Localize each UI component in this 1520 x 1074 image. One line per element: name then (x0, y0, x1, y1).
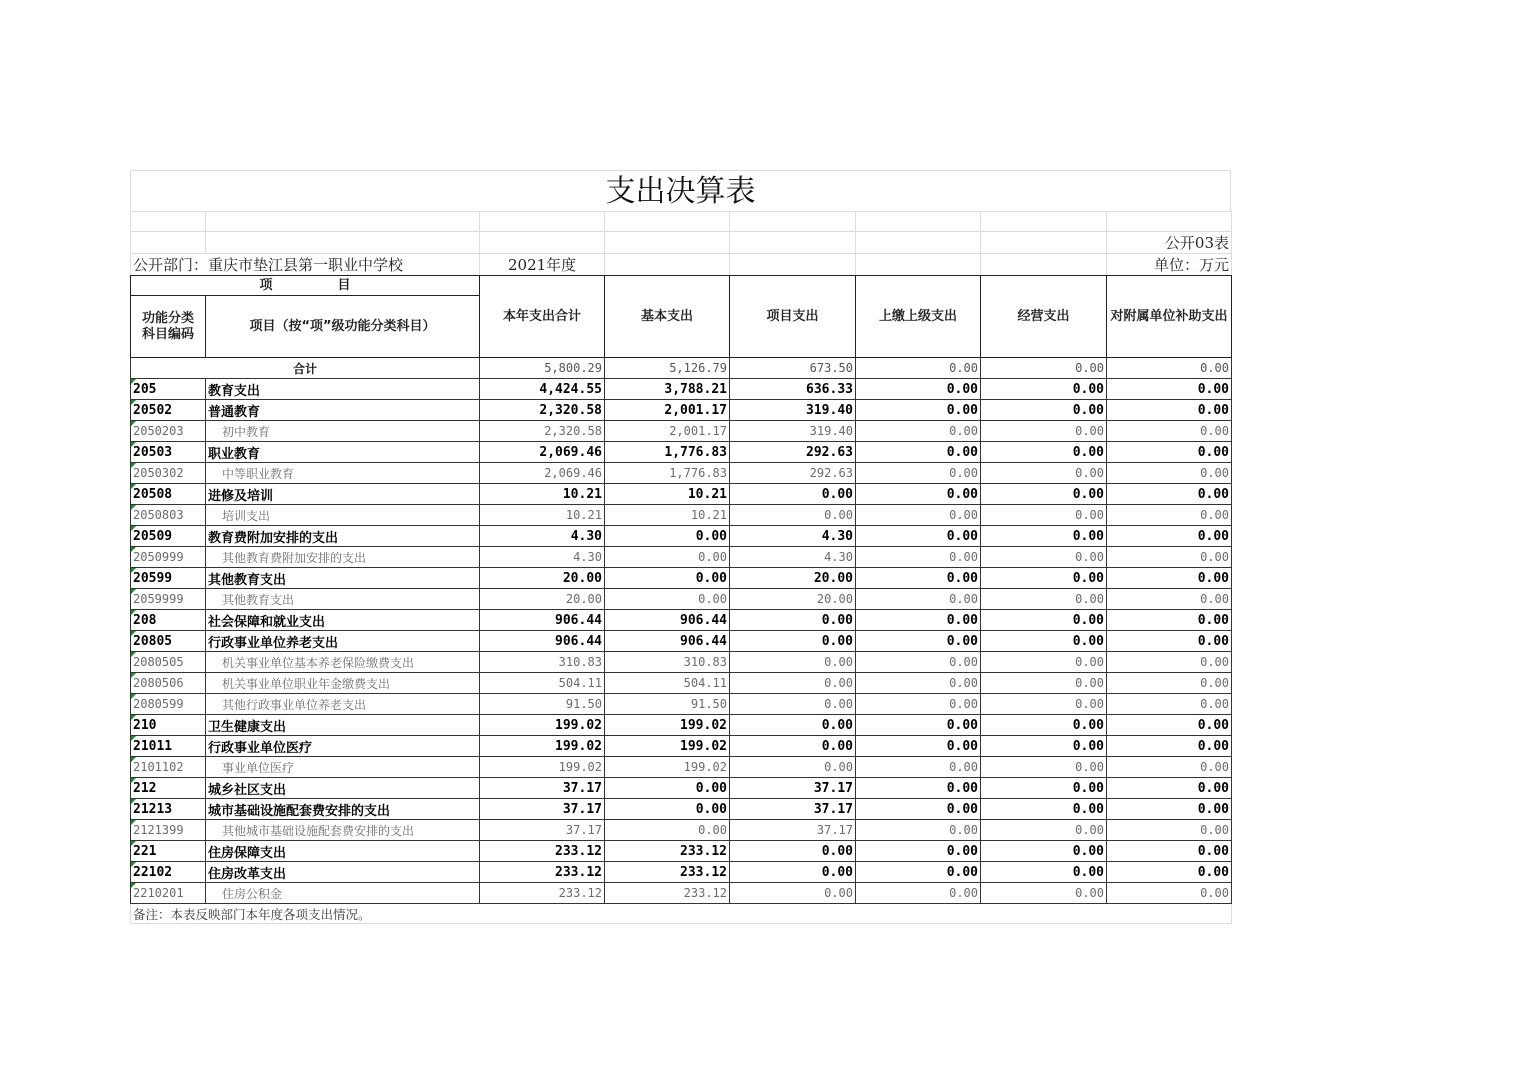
row-code: 212 (131, 778, 206, 799)
row-value: 0.00 (981, 421, 1107, 442)
row-value: 2,001.17 (605, 400, 730, 421)
row-code: 2101102 (131, 757, 206, 778)
table-row (131, 694, 1232, 715)
row-value: 0.00 (730, 862, 856, 883)
row-value: 0.00 (1107, 421, 1232, 442)
row-value: 0.00 (1107, 442, 1232, 463)
row-value: 504.11 (605, 673, 730, 694)
row-value: 0.00 (856, 421, 981, 442)
table-row (131, 400, 1232, 421)
row-value: 0.00 (1107, 799, 1232, 820)
row-value: 199.02 (605, 736, 730, 757)
row-value: 233.12 (605, 841, 730, 862)
row-value: 0.00 (981, 505, 1107, 526)
row-value: 0.00 (730, 736, 856, 757)
total-row (131, 358, 1232, 379)
row-value: 0.00 (730, 631, 856, 652)
row-value: 37.17 (480, 778, 605, 799)
table-row (131, 631, 1232, 652)
total-cell: 0.00 (981, 358, 1107, 379)
row-value: 0.00 (856, 883, 981, 904)
row-code: 21213 (131, 799, 206, 820)
table-row (131, 778, 1232, 799)
row-name: 住房改革支出 (206, 862, 480, 883)
page-title: 支出决算表 (130, 170, 1231, 211)
table-row (131, 652, 1232, 673)
row-name: 普通教育 (206, 400, 480, 421)
row-value: 319.40 (730, 421, 856, 442)
table-row (131, 736, 1232, 757)
row-value: 0.00 (856, 589, 981, 610)
total-label: 合计 (131, 358, 480, 379)
row-value: 4.30 (480, 526, 605, 547)
row-value: 199.02 (480, 736, 605, 757)
row-value: 0.00 (730, 652, 856, 673)
row-value: 0.00 (730, 883, 856, 904)
row-value: 0.00 (856, 862, 981, 883)
row-value: 10.21 (605, 484, 730, 505)
table-row (131, 421, 1232, 442)
row-code: 2080505 (131, 652, 206, 673)
row-value: 906.44 (480, 631, 605, 652)
row-value: 0.00 (856, 820, 981, 841)
row-value: 20.00 (730, 589, 856, 610)
row-value: 0.00 (856, 547, 981, 568)
row-value: 0.00 (981, 883, 1107, 904)
table-row (131, 547, 1232, 568)
row-code: 20502 (131, 400, 206, 421)
row-name: 事业单位医疗 (206, 757, 480, 778)
row-code: 2050803 (131, 505, 206, 526)
row-value: 0.00 (981, 778, 1107, 799)
row-value: 0.00 (856, 484, 981, 505)
row-value: 0.00 (981, 820, 1107, 841)
row-value: 0.00 (981, 694, 1107, 715)
row-value: 4,424.55 (480, 379, 605, 400)
row-name: 中等职业教育 (206, 463, 480, 484)
row-code: 22102 (131, 862, 206, 883)
row-value: 310.83 (480, 652, 605, 673)
row-value: 37.17 (480, 799, 605, 820)
header-name: 项目（按“项”级功能分类科目） (206, 296, 480, 358)
row-value: 233.12 (605, 883, 730, 904)
row-value: 0.00 (605, 799, 730, 820)
table-row (131, 568, 1232, 589)
row-code: 208 (131, 610, 206, 631)
row-value: 310.83 (605, 652, 730, 673)
row-value: 0.00 (605, 547, 730, 568)
row-value: 199.02 (480, 715, 605, 736)
row-value: 37.17 (730, 799, 856, 820)
row-value: 2,069.46 (480, 463, 605, 484)
row-value: 4.30 (730, 526, 856, 547)
row-code: 210 (131, 715, 206, 736)
row-value: 0.00 (1107, 484, 1232, 505)
row-code: 2080599 (131, 694, 206, 715)
total-cell: 0.00 (1107, 358, 1232, 379)
row-value: 37.17 (730, 820, 856, 841)
row-code: 2059999 (131, 589, 206, 610)
row-value: 0.00 (856, 463, 981, 484)
row-value: 0.00 (981, 526, 1107, 547)
row-value: 0.00 (981, 463, 1107, 484)
row-value: 0.00 (730, 484, 856, 505)
row-value: 1,776.83 (605, 463, 730, 484)
table-row (131, 757, 1232, 778)
row-value: 0.00 (1107, 610, 1232, 631)
row-name: 其他教育支出 (206, 589, 480, 610)
row-name: 其他城市基础设施配套费安排的支出 (206, 820, 480, 841)
row-value: 0.00 (1107, 631, 1232, 652)
table-row (131, 820, 1232, 841)
table-row (131, 610, 1232, 631)
row-name: 机关事业单位基本养老保险缴费支出 (206, 652, 480, 673)
total-cell: 5,800.29 (480, 358, 605, 379)
row-code: 20503 (131, 442, 206, 463)
row-value: 0.00 (1107, 379, 1232, 400)
row-value: 0.00 (856, 736, 981, 757)
table-row (131, 589, 1232, 610)
row-value: 0.00 (981, 673, 1107, 694)
row-value: 233.12 (480, 841, 605, 862)
row-value: 20.00 (730, 568, 856, 589)
row-value: 0.00 (856, 652, 981, 673)
row-value: 0.00 (856, 505, 981, 526)
footnote: 备注：本表反映部门本年度各项支出情况。 (131, 904, 1232, 924)
form-number: 公开03表 (1107, 232, 1232, 254)
row-code: 21011 (131, 736, 206, 757)
row-value: 0.00 (1107, 463, 1232, 484)
table-row (131, 484, 1232, 505)
row-value: 4.30 (730, 547, 856, 568)
table-row (131, 862, 1232, 883)
row-value: 20.00 (480, 568, 605, 589)
row-value: 0.00 (730, 841, 856, 862)
row-code: 20599 (131, 568, 206, 589)
year-label: 2021年度 (480, 254, 605, 276)
row-value: 0.00 (856, 442, 981, 463)
table-row (131, 526, 1232, 547)
row-value: 0.00 (1107, 841, 1232, 862)
expenditure-sheet (130, 170, 1231, 924)
row-name: 住房公积金 (206, 883, 480, 904)
table-row (131, 715, 1232, 736)
row-value: 199.02 (605, 757, 730, 778)
note-row (131, 904, 1232, 924)
row-value: 233.12 (480, 862, 605, 883)
row-value: 0.00 (730, 694, 856, 715)
row-name: 社会保障和就业支出 (206, 610, 480, 631)
row-code: 20508 (131, 484, 206, 505)
row-value: 0.00 (1107, 736, 1232, 757)
row-value: 0.00 (856, 694, 981, 715)
row-value: 0.00 (1107, 862, 1232, 883)
row-value: 0.00 (605, 568, 730, 589)
row-name: 职业教育 (206, 442, 480, 463)
row-value: 0.00 (856, 778, 981, 799)
row-value: 0.00 (1107, 505, 1232, 526)
row-value: 0.00 (856, 673, 981, 694)
row-name: 住房保障支出 (206, 841, 480, 862)
row-value: 0.00 (1107, 526, 1232, 547)
row-value: 0.00 (1107, 547, 1232, 568)
row-code: 2050999 (131, 547, 206, 568)
row-value: 10.21 (605, 505, 730, 526)
header-row-1 (131, 276, 1232, 296)
row-value: 0.00 (856, 610, 981, 631)
row-value: 0.00 (981, 799, 1107, 820)
row-value: 0.00 (1107, 694, 1232, 715)
header-code: 功能分类科目编码 (131, 296, 206, 358)
row-value: 292.63 (730, 442, 856, 463)
row-value: 319.40 (730, 400, 856, 421)
total-cell: 673.50 (730, 358, 856, 379)
row-value: 0.00 (981, 442, 1107, 463)
row-value: 0.00 (856, 379, 981, 400)
table-row (131, 673, 1232, 694)
row-name: 卫生健康支出 (206, 715, 480, 736)
row-name: 机关事业单位职业年金缴费支出 (206, 673, 480, 694)
row-name: 行政事业单位养老支出 (206, 631, 480, 652)
row-code: 2050203 (131, 421, 206, 442)
row-value: 0.00 (981, 841, 1107, 862)
unit-label: 单位：万元 (1107, 254, 1232, 276)
row-value: 0.00 (856, 526, 981, 547)
row-value: 233.12 (480, 883, 605, 904)
row-value: 0.00 (981, 736, 1107, 757)
row-name: 城市基础设施配套费安排的支出 (206, 799, 480, 820)
row-value: 1,776.83 (605, 442, 730, 463)
header-item-group: 项 目 (131, 276, 480, 296)
row-value: 0.00 (1107, 820, 1232, 841)
row-value: 0.00 (605, 778, 730, 799)
row-value: 2,320.58 (480, 400, 605, 421)
form-number-row (131, 232, 1232, 254)
row-value: 292.63 (730, 463, 856, 484)
total-cell: 0.00 (856, 358, 981, 379)
row-name: 行政事业单位医疗 (206, 736, 480, 757)
spacer-row (131, 212, 1232, 232)
row-name: 教育支出 (206, 379, 480, 400)
row-name: 培训支出 (206, 505, 480, 526)
row-value: 0.00 (981, 652, 1107, 673)
row-value: 91.50 (605, 694, 730, 715)
row-value: 2,001.17 (605, 421, 730, 442)
row-value: 3,788.21 (605, 379, 730, 400)
department-label: 公开部门：重庆市垫江县第一职业中学校 (131, 254, 480, 276)
header-basic: 基本支出 (605, 276, 730, 358)
row-code: 2121399 (131, 820, 206, 841)
row-value: 0.00 (981, 400, 1107, 421)
row-value: 10.21 (480, 505, 605, 526)
row-value: 0.00 (1107, 757, 1232, 778)
row-code: 20509 (131, 526, 206, 547)
row-value: 20.00 (480, 589, 605, 610)
row-value: 0.00 (981, 568, 1107, 589)
row-value: 0.00 (1107, 673, 1232, 694)
row-value: 0.00 (730, 673, 856, 694)
row-value: 0.00 (981, 757, 1107, 778)
row-value: 37.17 (480, 820, 605, 841)
row-value: 0.00 (981, 484, 1107, 505)
row-code: 20805 (131, 631, 206, 652)
header-project: 项目支出 (730, 276, 856, 358)
row-code: 205 (131, 379, 206, 400)
row-name: 城乡社区支出 (206, 778, 480, 799)
row-value: 2,069.46 (480, 442, 605, 463)
row-value: 0.00 (856, 757, 981, 778)
row-code: 2050302 (131, 463, 206, 484)
row-name: 其他教育费附加安排的支出 (206, 547, 480, 568)
row-value: 0.00 (1107, 715, 1232, 736)
table-row (131, 841, 1232, 862)
row-value: 0.00 (981, 589, 1107, 610)
row-value: 906.44 (605, 631, 730, 652)
row-value: 0.00 (1107, 400, 1232, 421)
table-row (131, 379, 1232, 400)
row-value: 0.00 (605, 589, 730, 610)
row-value: 0.00 (1107, 883, 1232, 904)
row-value: 10.21 (480, 484, 605, 505)
row-value: 0.00 (1107, 652, 1232, 673)
row-value: 37.17 (730, 778, 856, 799)
table-row (131, 463, 1232, 484)
row-name: 其他行政事业单位养老支出 (206, 694, 480, 715)
header-subsidy: 对附属单位补助支出 (1107, 276, 1232, 358)
expenditure-table (130, 211, 1232, 924)
table-row (131, 883, 1232, 904)
row-value: 0.00 (1107, 568, 1232, 589)
row-value: 0.00 (856, 715, 981, 736)
row-value: 504.11 (480, 673, 605, 694)
row-name: 初中教育 (206, 421, 480, 442)
row-value: 0.00 (856, 568, 981, 589)
total-cell: 5,126.79 (605, 358, 730, 379)
row-value: 0.00 (981, 379, 1107, 400)
row-value: 0.00 (981, 715, 1107, 736)
row-name: 进修及培训 (206, 484, 480, 505)
row-value: 4.30 (480, 547, 605, 568)
row-value: 0.00 (1107, 589, 1232, 610)
row-value: 0.00 (730, 610, 856, 631)
row-code: 221 (131, 841, 206, 862)
row-value: 906.44 (605, 610, 730, 631)
table-row (131, 799, 1232, 820)
row-value: 0.00 (730, 715, 856, 736)
row-value: 0.00 (981, 631, 1107, 652)
row-value: 0.00 (981, 862, 1107, 883)
row-value: 0.00 (730, 757, 856, 778)
row-value: 0.00 (856, 799, 981, 820)
row-value: 0.00 (856, 400, 981, 421)
row-value: 636.33 (730, 379, 856, 400)
row-value: 906.44 (480, 610, 605, 631)
row-code: 2210201 (131, 883, 206, 904)
row-value: 233.12 (605, 862, 730, 883)
row-value: 0.00 (605, 820, 730, 841)
header-total: 本年支出合计 (480, 276, 605, 358)
row-value: 0.00 (981, 610, 1107, 631)
row-code: 2080506 (131, 673, 206, 694)
row-value: 91.50 (480, 694, 605, 715)
row-value: 0.00 (1107, 778, 1232, 799)
row-value: 2,320.58 (480, 421, 605, 442)
row-value: 199.02 (480, 757, 605, 778)
row-value: 0.00 (856, 841, 981, 862)
header-business: 经营支出 (981, 276, 1107, 358)
row-value: 0.00 (856, 631, 981, 652)
table-row (131, 505, 1232, 526)
row-value: 199.02 (605, 715, 730, 736)
row-name: 教育费附加安排的支出 (206, 526, 480, 547)
row-value: 0.00 (730, 505, 856, 526)
row-value: 0.00 (605, 526, 730, 547)
table-row (131, 442, 1232, 463)
row-name: 其他教育支出 (206, 568, 480, 589)
row-value: 0.00 (981, 547, 1107, 568)
info-row (131, 254, 1232, 276)
header-upper: 上缴上级支出 (856, 276, 981, 358)
